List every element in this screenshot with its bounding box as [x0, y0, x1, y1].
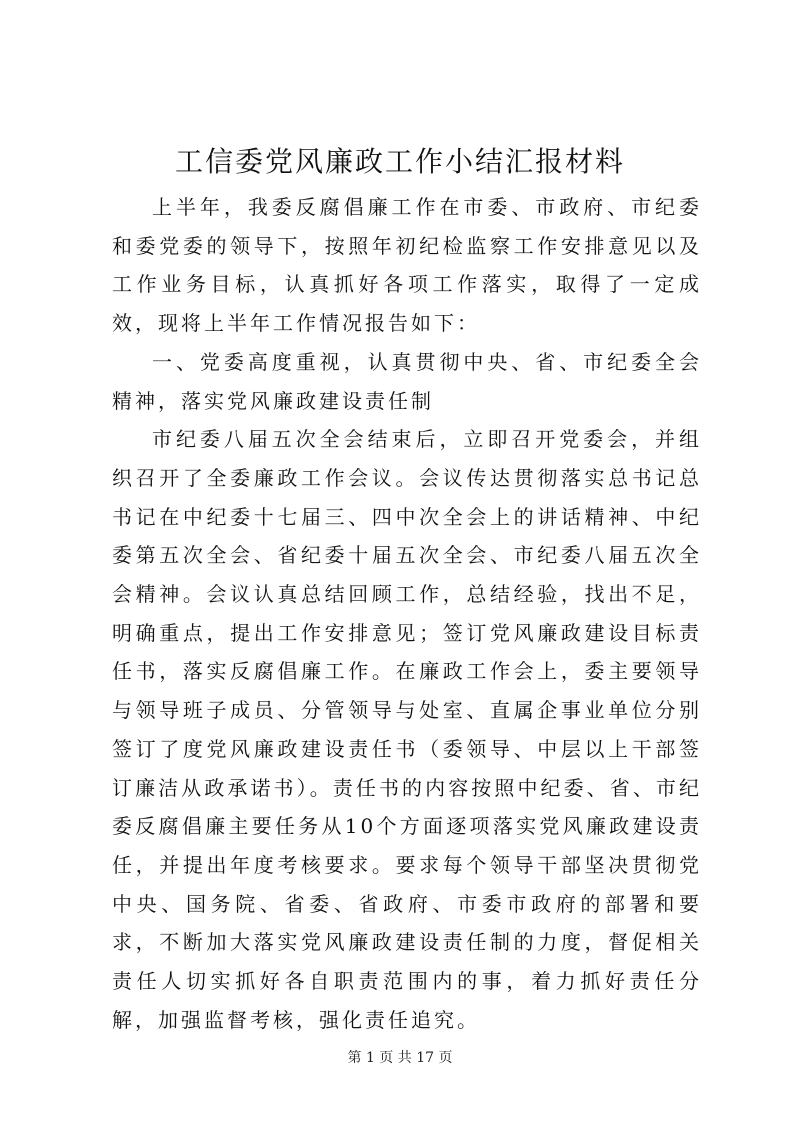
paragraph-intro: 上半年，我委反腐倡廉工作在市委、市政府、市纪委和委党委的领导下，按照年初纪检监察工作安排意见以及工作业务目标，认真抓好各项工作落实，取得了一定成效，现将上半年工作情况报告如下：: [112, 195, 702, 336]
paragraph-section-1: 市纪委八届五次全会结束后，立即召开党委会，并组织召开了全委廉政工作会议。会议传达贯彻落实总书记总书记在中纪委十七届三、四中次全会上的讲话精神、中纪委第五次全会、省纪委十届五次全会、市纪委八届五次全会精神。会议认真总结回顾工作，总结经验，找出不足，明确重点，提出工作安排意见；签订党风廉政建设目标责任书，落实反腐倡廉工作。在廉政工作会上，委主要领导与领导班子成员、分管领导与处室、直属企事业单位分别签订了度党风廉政建设责任书（委领导、中层以上干部签订廉洁从政承诺书）。责任书的内容按照中纪委、省、市纪委反腐倡廉主要任务从10个方面逐项落实党风廉政建设责任，并提出年度考核要求。要求每个领导干部坚决贯彻党中央、国务院、省委、省政府、市委市政府的部署和要求，不断加大落实党风廉政建设责任制的力度，督促相关责任人切实抓好各自职责范围内的事，着力抓好责任分解，加强监督考核，强化责任追究。: [112, 427, 702, 1032]
page-number-footer: 第 1 页 共 17 页: [347, 1050, 453, 1066]
section-heading-1: 一、党委高度重视，认真贯彻中央、省、市纪委全会精神，落实党风廉政建设责任制: [112, 349, 702, 413]
document-body: [112, 188, 702, 1039]
document-title: 工信委党风廉政工作小结汇报材料: [174, 145, 625, 178]
